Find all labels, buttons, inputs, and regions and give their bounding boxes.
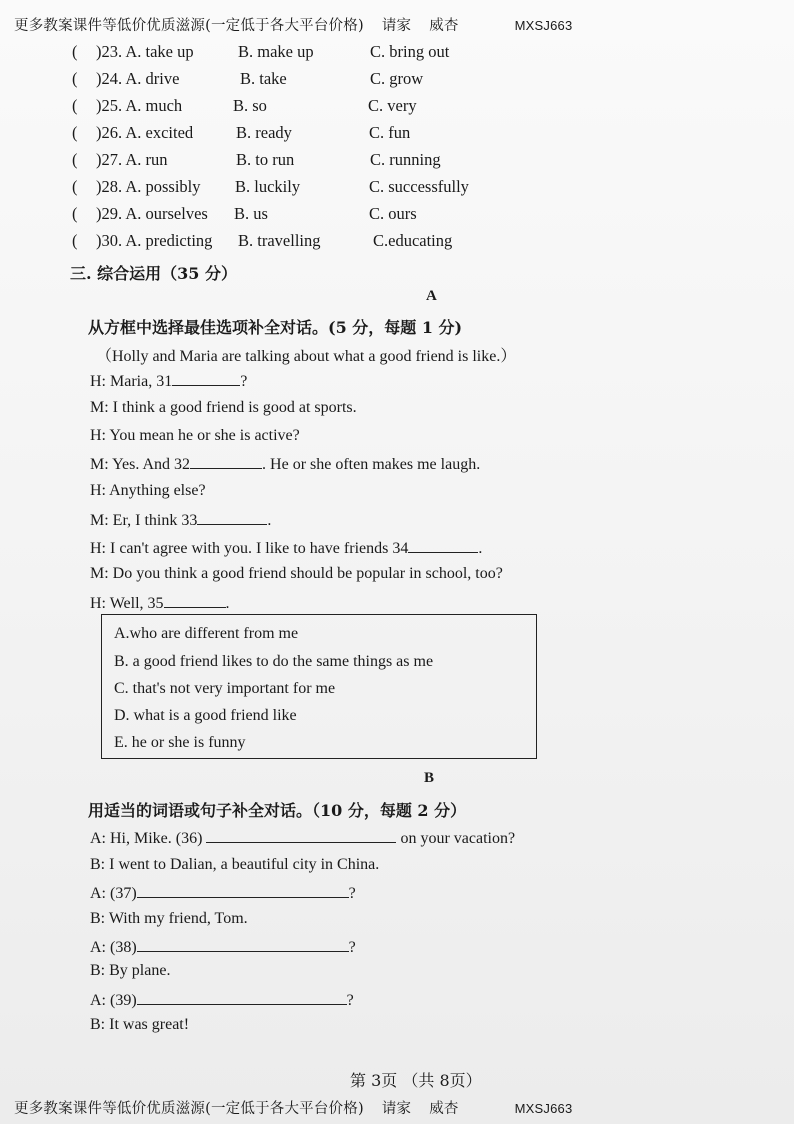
dialogue-line-37: A: (37) ? <box>90 885 356 902</box>
banner-text: 更多教案课件等低价优质滋源(一定低于各大平台价格) <box>14 1101 364 1117</box>
dialogue-line-35: H: Well, 35 . <box>90 595 230 612</box>
answer-paren[interactable]: ( <box>72 231 78 250</box>
option-b: B. us <box>234 204 268 223</box>
banner-code: MXSJ663 <box>514 1101 573 1116</box>
option-c: C. successfully <box>369 177 469 196</box>
option-c: C. very <box>368 96 417 115</box>
dialogue-line-31: H: Maria, 31 ? <box>90 373 248 390</box>
option-c: C. fun <box>369 123 411 142</box>
question-num: )24. A. drive <box>96 69 180 88</box>
dialogue-line-36: A: Hi, Mike. (36) on your vacation? <box>90 830 516 847</box>
option-b: B. ready <box>236 123 292 142</box>
dialogue-line: B: By plane. <box>90 962 171 979</box>
option-c: C. bring out <box>370 42 450 61</box>
option-a: A. ourselves <box>125 204 208 223</box>
box-option-b: B. a good friend likes to do the same things as me <box>114 653 434 670</box>
option-b: B. to run <box>236 150 295 169</box>
blank-32[interactable] <box>190 454 262 469</box>
dialogue-line: B: With my friend, Tom. <box>90 910 248 927</box>
blank-33[interactable] <box>197 510 267 525</box>
answer-paren[interactable]: ( <box>72 177 78 196</box>
question-num: )25. A. much <box>96 96 183 115</box>
answer-paren[interactable]: ( <box>72 150 78 169</box>
option-a: A. predicting <box>125 231 213 250</box>
dialogue-line-33: M: Er, I think 33 . <box>90 512 272 529</box>
part-a-label: A <box>426 288 437 304</box>
question-num: )27. A. run <box>96 150 168 169</box>
dialogue-line: B: I went to Dalian, a beautiful city in China. <box>90 856 380 873</box>
dialogue-line: H: Anything else? <box>90 482 206 499</box>
question-num: )26. A. excited <box>96 123 194 142</box>
banner-text: 更多教案课件等低价优质滋源(一定低于各大平台价格) <box>14 18 364 34</box>
option-a: A. much <box>125 96 183 115</box>
option-b: B. so <box>233 96 267 115</box>
option-c: C. ours <box>369 204 417 223</box>
option-c: C. running <box>370 150 441 169</box>
question-num: )28. A. possibly <box>96 177 201 196</box>
banner-code: MXSJ663 <box>514 18 573 33</box>
dialogue-line: H: You mean he or she is active? <box>90 427 300 444</box>
option-a: A. drive <box>125 69 180 88</box>
box-option-a: A.who are different from me <box>114 625 299 642</box>
option-a: A. run <box>125 150 168 169</box>
blank-38[interactable] <box>137 937 349 952</box>
dialogue-line-39: A: (39) ? <box>90 992 354 1009</box>
banner-contact-2: 威杏 <box>429 1101 459 1117</box>
blank-37[interactable] <box>137 883 349 898</box>
answer-paren[interactable]: ( <box>72 123 78 142</box>
footer-banner <box>14 1097 572 1118</box>
part-b-instruction: 用适当的词语或句子补全对话。（10 分，每题 2 分） <box>88 801 467 820</box>
header-banner <box>14 14 572 35</box>
blank-34[interactable] <box>408 538 478 553</box>
dialogue-line-38: A: (38) ? <box>90 939 356 956</box>
option-a: A. excited <box>125 123 194 142</box>
part-b-label: B <box>424 770 435 786</box>
dialogue-line-34: H: I can't agree with you. I like to have friends 34 . <box>90 540 483 557</box>
part-a-instruction: 从方框中选择最佳选项补全对话。(5 分，每题 1 分) <box>88 318 463 337</box>
blank-35[interactable] <box>164 593 226 608</box>
answer-paren[interactable]: ( <box>72 96 78 115</box>
question-num: )30. A. predicting <box>96 231 213 250</box>
dialogue-line: B: It was great! <box>90 1016 190 1033</box>
dialogue-line-32: M: Yes. And 32 . He or she often makes me laugh. <box>90 456 481 473</box>
option-c: C. grow <box>370 69 424 88</box>
option-b: B. make up <box>238 42 314 61</box>
blank-31[interactable] <box>172 371 240 386</box>
options-box <box>101 614 537 759</box>
blank-36[interactable] <box>206 828 396 843</box>
option-b: B. luckily <box>235 177 301 196</box>
box-option-e: E. he or she is funny <box>114 734 246 751</box>
option-a: A. possibly <box>125 177 201 196</box>
answer-paren[interactable]: ( <box>72 42 78 61</box>
option-a: A. take up <box>125 42 194 61</box>
question-num: )29. A. ourselves <box>96 204 208 223</box>
section-title: 三. 综合运用（35 分） <box>70 264 237 283</box>
dialogue-line: M: Do you think a good friend should be popular in school, too? <box>90 565 503 582</box>
answer-paren[interactable]: ( <box>72 204 78 223</box>
option-b: B. take <box>240 69 287 88</box>
blank-39[interactable] <box>137 990 347 1005</box>
box-option-d: D. what is a good friend like <box>114 707 297 724</box>
banner-contact-2: 威杏 <box>429 18 459 34</box>
answer-paren[interactable]: ( <box>72 69 78 88</box>
banner-contact-1: 请家 <box>381 1101 412 1117</box>
banner-contact-1: 请家 <box>381 18 412 34</box>
part-a-context: （Holly and Maria are talking about what a good friend is like.） <box>96 348 517 365</box>
dialogue-line: M: I think a good friend is good at sports. <box>90 399 357 416</box>
page-number: 第 3页 （共 8页） <box>350 1071 482 1090</box>
box-option-c: C. that's not very important for me <box>114 680 336 697</box>
question-num: )23. A. take up <box>96 42 194 61</box>
option-b: B. travelling <box>238 231 321 250</box>
option-c: C.educating <box>373 231 453 250</box>
